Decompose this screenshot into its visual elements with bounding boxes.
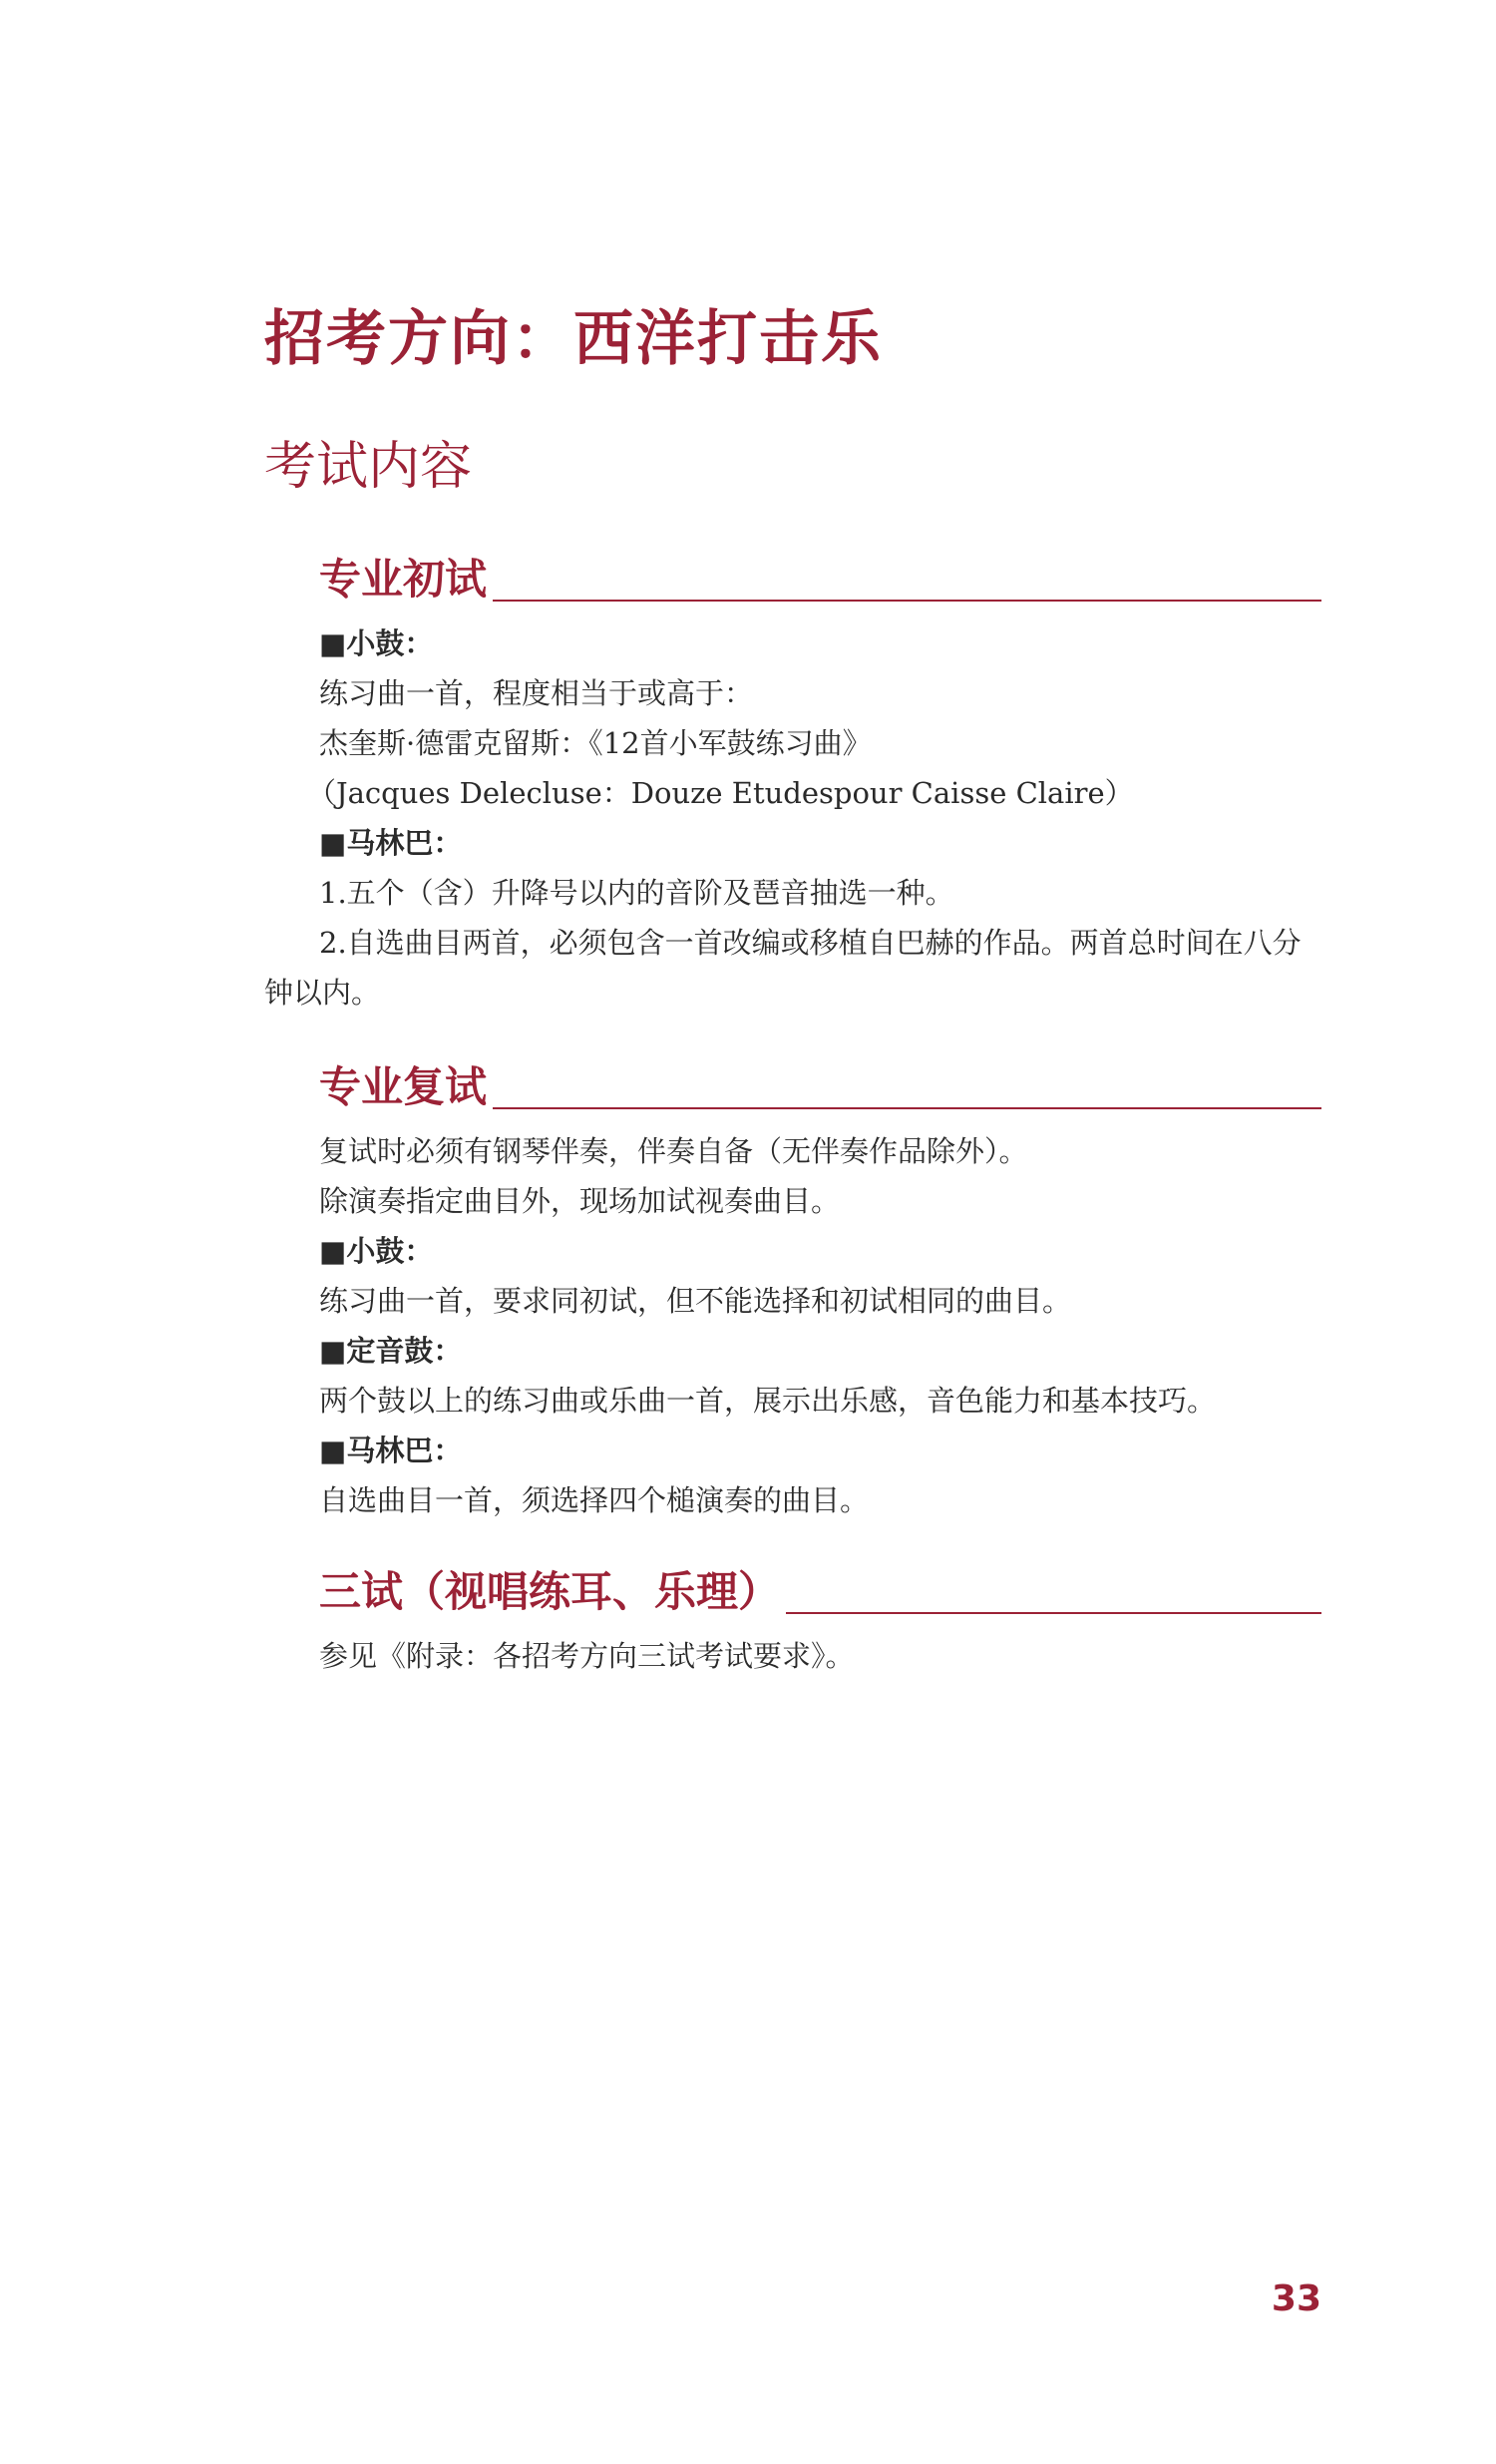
body-text-line: 复试时必须有钢琴伴奏，伴奏自备（无伴奏作品除外）。: [319, 1134, 1028, 1168]
section-divider: [493, 1107, 1321, 1109]
body-text-line: 自选曲目一首，须选择四个槌演奏的曲目。: [319, 1483, 870, 1517]
body-text-line: 1.五个（含）升降号以内的音阶及琶音抽选一种。: [319, 876, 954, 910]
instrument-subheading: ■小鼓：: [319, 626, 434, 660]
body-text-line: （Jacques Delecluse：Douze Etudespour Caisse Claire）: [307, 776, 1134, 810]
page-subtitle: 考试内容: [264, 437, 473, 497]
page-number: 33: [1271, 2278, 1321, 2319]
body-text-line: 除演奏指定曲目外，现场加试视奏曲目。: [319, 1184, 841, 1218]
body-text-line: 参见《附录：各招考方向三试考试要求》。: [319, 1639, 855, 1673]
page-title: 招考方向：西洋打击乐: [264, 304, 883, 374]
instrument-subheading: ■马林巴：: [319, 1434, 463, 1467]
instrument-subheading: ■定音鼓：: [319, 1334, 463, 1368]
section-preliminary-exam: [264, 547, 1321, 1018]
body-text-line: 杰奎斯·德雷克留斯：《12首小军鼓练习曲》: [319, 726, 872, 760]
section-second-exam: [319, 1054, 1321, 1525]
body-text-line: 练习曲一首，要求同初试，但不能选择和初试相同的曲目。: [319, 1284, 1072, 1318]
section-third-exam: [319, 1559, 1321, 1681]
section-divider: [786, 1612, 1321, 1614]
section-header: [319, 1054, 1321, 1116]
body-text-line: 两个鼓以上的练习曲或乐曲一首，展示出乐感，音色能力和基本技巧。: [319, 1384, 1217, 1418]
section-heading: 三试（视唱练耳、乐理）: [319, 1567, 781, 1616]
section-divider: [493, 600, 1321, 602]
instrument-subheading: ■小鼓：: [319, 1234, 434, 1268]
instrument-subheading: ■马林巴：: [319, 826, 463, 860]
section-heading: 专业初试: [319, 555, 488, 604]
body-text-paragraph: 2.自选曲目两首，必须包含一首改编或移植自巴赫的作品。两首总时间在八分钟以内。: [264, 926, 1302, 1010]
section-heading: 专业复试: [319, 1062, 488, 1111]
section-header: [319, 547, 1321, 609]
body-text-line: 练习曲一首，程度相当于或高于：: [319, 676, 754, 710]
section-header: [319, 1559, 1321, 1621]
